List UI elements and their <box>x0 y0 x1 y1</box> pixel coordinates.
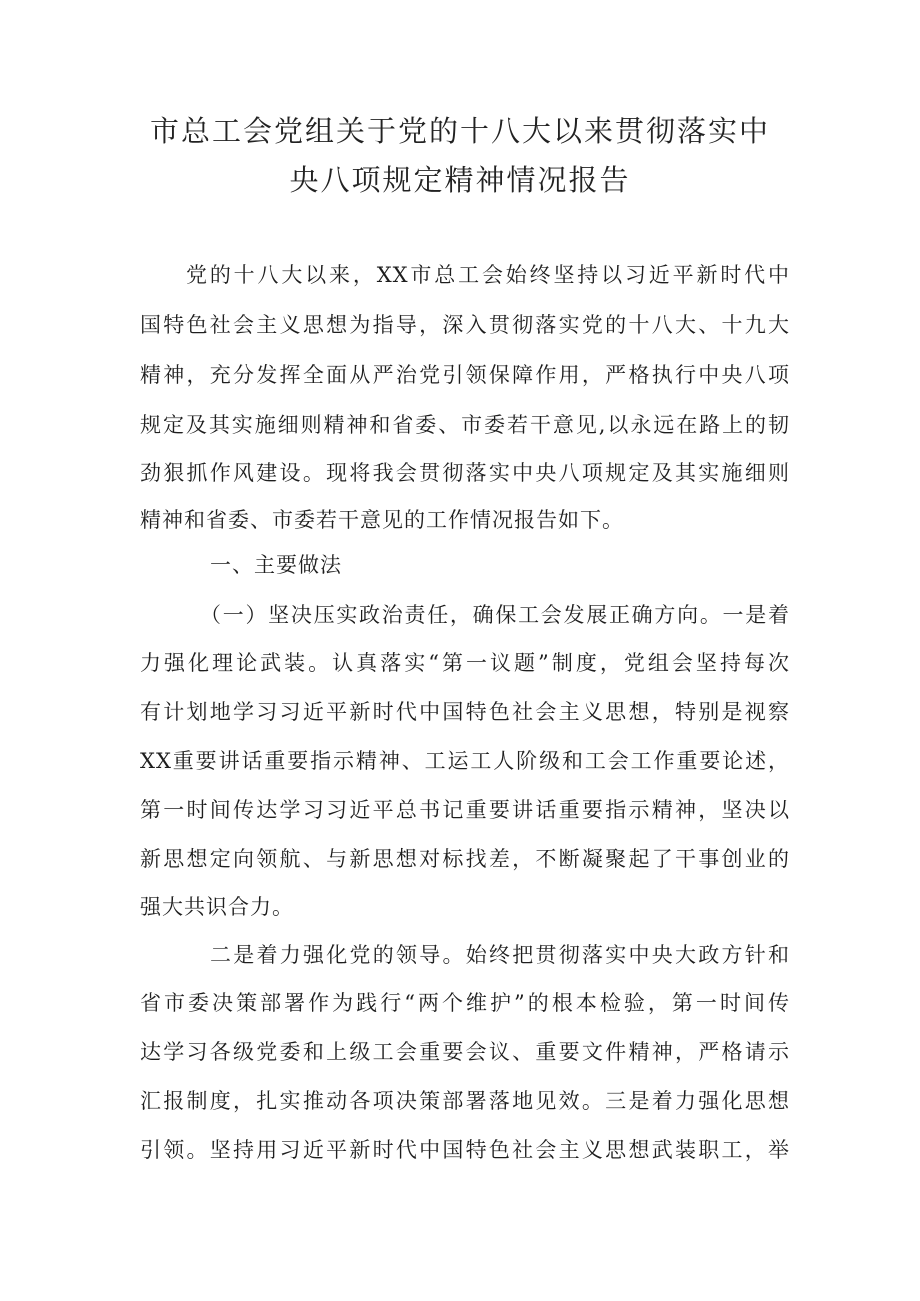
paragraph-2-line-6: 新思想定向领航、与新思想对标找差，不断凝聚起了干事创业的 <box>140 847 790 871</box>
paragraph-3-line-4: 汇报制度，扎实推动各项决策部署落地见效。三是着力强化思想 <box>140 1089 790 1113</box>
paragraph-3-line-2: 省市委决策部署作为践行“两个维护”的根本检验，第一时间传 <box>140 991 790 1015</box>
paragraph-2-line-2: 力强化理论武装。认真落实“第一议题”制度，党组会坚持每次 <box>140 651 790 675</box>
paragraph-1-line-5: 劲狠抓作风建设。现将我会贯彻落实中央八项规定及其实施细则 <box>140 461 790 485</box>
title-line-2: 央八项规定精神情况报告 <box>289 163 631 197</box>
title-line-1: 市总工会党组关于党的十八大以来贯彻落实中 <box>149 114 770 148</box>
section-1-heading: 一、主要做法 <box>210 553 342 577</box>
paragraph-1-line-4: 规定及其实施细则精神和省委、市委若干意见,以永远在路上的韧 <box>140 413 790 437</box>
paragraph-2-line-3: 有计划地学习习近平新时代中国特色社会主义思想，特别是视察 <box>140 700 790 724</box>
paragraph-3-line-3: 达学习各级党委和上级工会重要会议、重要文件精神，严格请示 <box>140 1040 790 1064</box>
paragraph-3-line-1: 二是着力强化党的领导。始终把贯彻落实中央大政方针和 <box>210 943 790 967</box>
paragraph-1-line-1: 党的十八大以来，XX市总工会始终坚持以习近平新时代中 <box>186 263 790 287</box>
paragraph-1-line-3: 精神，充分发挥全面从严治党引领保障作用，严格执行中央八项 <box>140 363 790 387</box>
paragraph-2-line-4: XX重要讲话重要指示精神、工运工人阶级和工会工作重要论述， <box>140 749 790 773</box>
paragraph-2-line-5: 第一时间传达学习习近平总书记重要讲话重要指示精神，坚决以 <box>140 798 790 822</box>
paragraph-3-line-5: 引领。坚持用习近平新时代中国特色社会主义思想武装职工，举 <box>140 1138 790 1162</box>
paragraph-2-line-1: （一）坚决压实政治责任，确保工会发展正确方向。一是着 <box>200 603 790 627</box>
paragraph-1-line-6: 精神和省委、市委若干意见的工作情况报告如下。 <box>140 508 624 532</box>
paragraph-2-line-7: 强大共识合力。 <box>140 895 294 919</box>
paragraph-1-line-2: 国特色社会主义思想为指导，深入贯彻落实党的十八大、十九大 <box>140 313 790 337</box>
